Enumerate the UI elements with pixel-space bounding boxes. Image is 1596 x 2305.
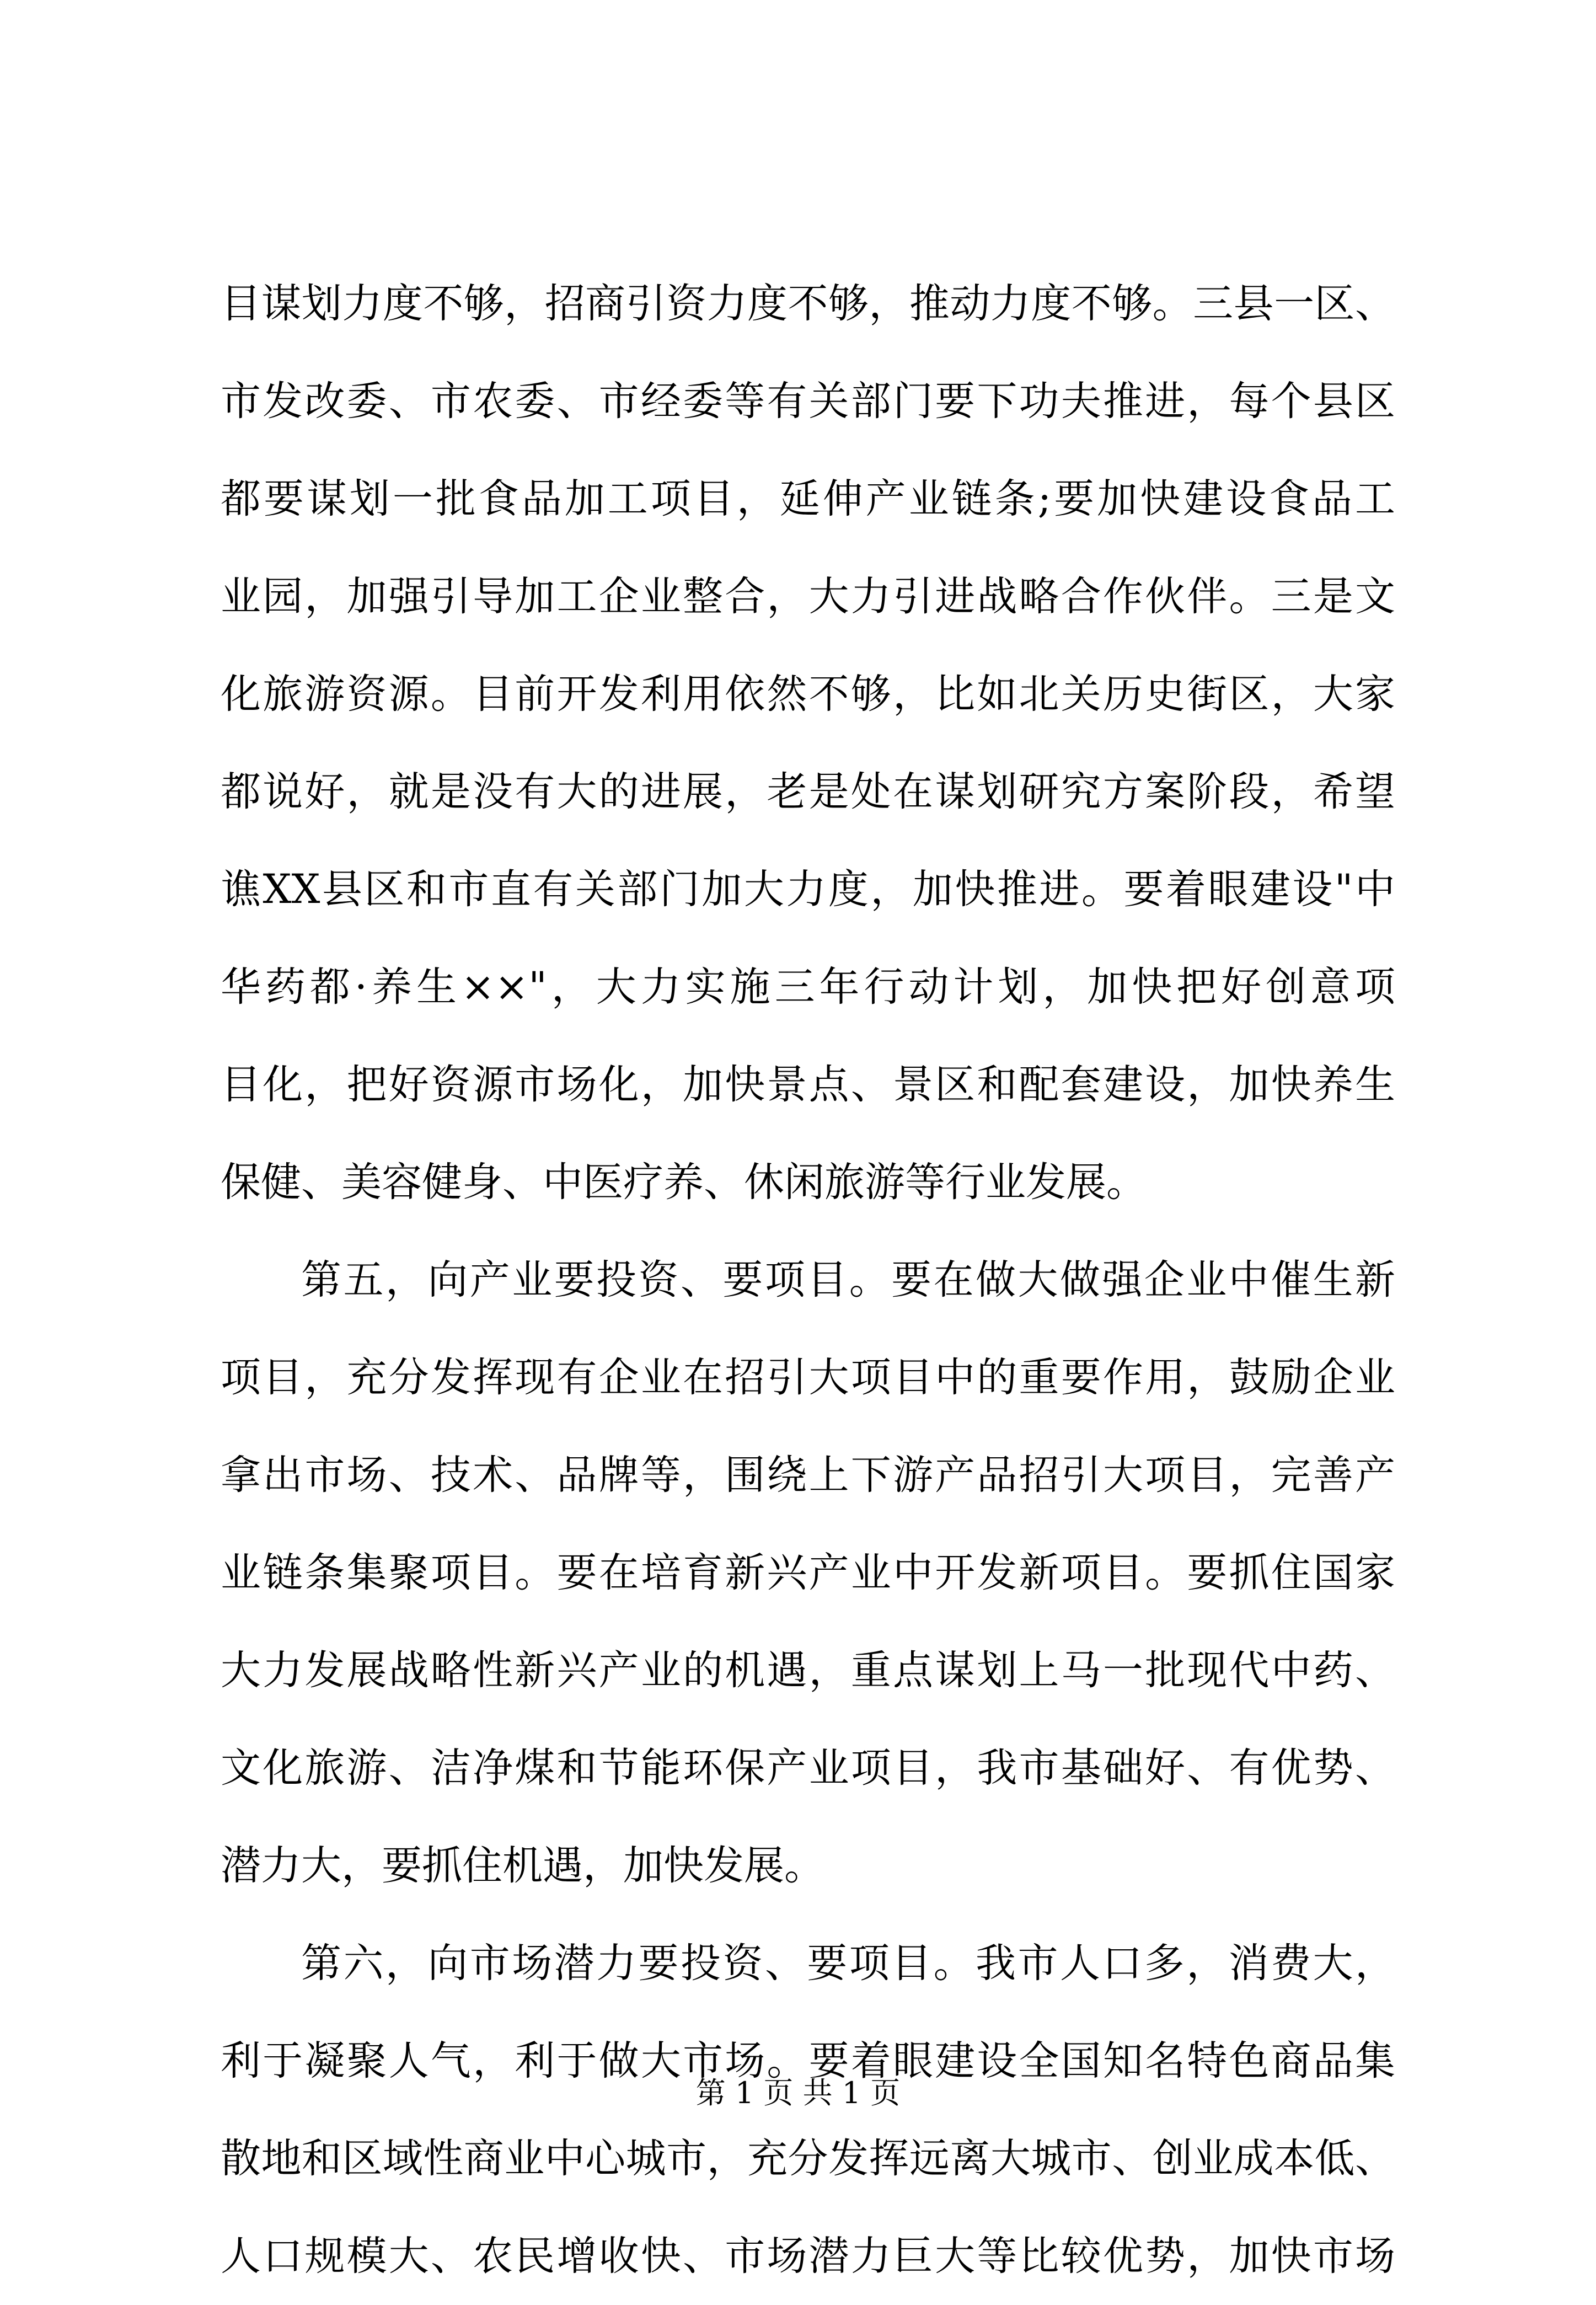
page-footer: 第 1 页 共 1 页	[695, 2076, 901, 2110]
text-line: 化旅游资源。目前开发利用依然不够，比如北关历史街区，大家	[221, 671, 1395, 718]
text-line: 目化，把好资源市场化，加快景点、景区和配套建设，加快养生	[221, 1061, 1395, 1108]
document-body	[221, 255, 1395, 2305]
text-line: 业园，加强引导加工企业整合，大力引进战略合作伙伴。三是文	[221, 573, 1395, 620]
paragraph-first-line: 第六，向市场潜力要投资、要项目。我市人口多，消费大，	[301, 1940, 1395, 1987]
text-line: 目谋划力度不够，招商引资力度不够，推动力度不够。三县一区、	[221, 280, 1395, 327]
text-line: 谯XX县区和市直有关部门加大力度，加快推进。要着眼建设"中	[221, 866, 1395, 913]
text-line: 人口规模大、农民增收快、市场潜力巨大等比较优势，加快市场	[221, 2233, 1395, 2280]
text-line: 业链条集聚项目。要在培育新兴产业中开发新项目。要抓住国家	[221, 1549, 1395, 1596]
text-line: 都要谋划一批食品加工项目，延伸产业链条;要加快建设食品工	[221, 475, 1395, 522]
text-line: 文化旅游、洁净煤和节能环保产业项目，我市基础好、有优势、	[221, 1745, 1395, 1791]
text-line: 拿出市场、技术、品牌等，围绕上下游产品招引大项目，完善产	[221, 1452, 1395, 1499]
text-line: 大力发展战略性新兴产业的机遇，重点谋划上马一批现代中药、	[221, 1647, 1395, 1694]
paragraph-end-line: 潜力大，要抓住机遇，加快发展。	[221, 1842, 824, 1889]
text-line: 项目，充分发挥现有企业在招引大项目中的重要作用，鼓励企业	[221, 1354, 1395, 1401]
paragraph-end-line: 保健、美容健身、中医疗养、休闲旅游等行业发展。	[221, 1159, 1147, 1206]
text-line: 都说好，就是没有大的进展，老是处在谋划研究方案阶段，希望	[221, 768, 1395, 815]
text-line: 市发改委、市农委、市经委等有关部门要下功夫推进，每个县区	[221, 378, 1395, 425]
text-line: 利于凝聚人气，利于做大市场。要着眼建设全国知名特色商品集	[221, 2037, 1395, 2084]
text-line: 散地和区域性商业中心城市，充分发挥远离大城市、创业成本低、	[221, 2135, 1395, 2182]
text-line: 华药都·养生××"，大力实施三年行动计划，加快把好创意项	[221, 964, 1395, 1010]
paragraph-first-line: 第五，向产业要投资、要项目。要在做大做强企业中催生新	[301, 1256, 1395, 1303]
